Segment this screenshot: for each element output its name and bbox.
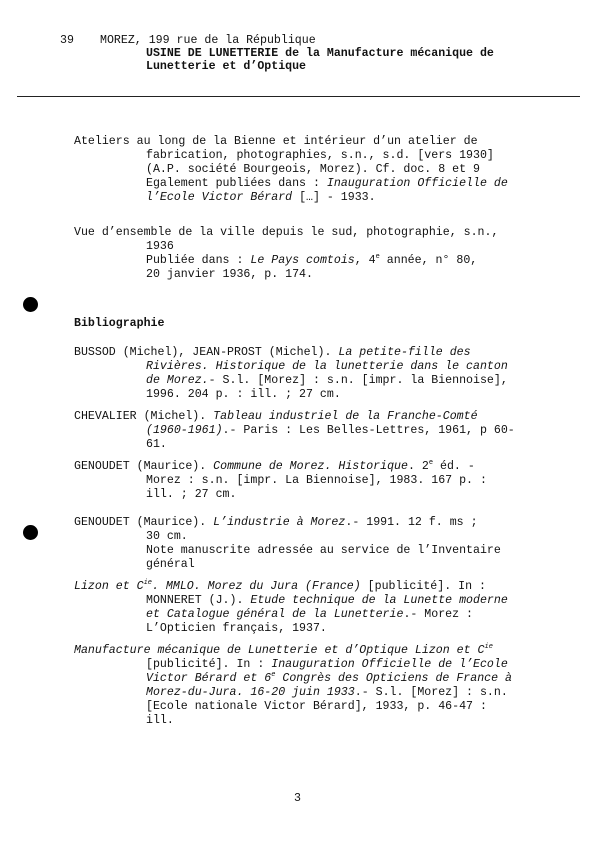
entry-line: 61. (146, 438, 167, 451)
entry-line: 30 cm. (146, 530, 188, 543)
superscript: e (271, 671, 276, 679)
punch-hole (23, 297, 38, 312)
entry-line: fabrication, photographies, s.n., s.d. [vers 1930] (146, 149, 494, 162)
text-run: MONNERET (J.). (146, 594, 251, 607)
record-title-line2: Lunetterie et d’Optique (146, 60, 307, 73)
superscript: ie (143, 579, 152, 587)
entry-line (146, 658, 508, 672)
text-run: .- Paris : Les Belles-Lettres, 1961, p 60- (222, 424, 515, 437)
text-run: . 2 (407, 460, 429, 473)
text-run: GENOUDET (Maurice). (74, 460, 214, 473)
entry-line: L’Opticien français, 1937. (146, 622, 327, 635)
entry-line: (A.P. société Bourgeois, Morez). Cf. doc. 8 et 9 (146, 163, 480, 176)
entry-line (146, 374, 508, 388)
entry-line: 1936 (146, 240, 174, 253)
entry-line: 1996. 204 p. : ill. ; 27 cm. (146, 388, 341, 401)
text-run: Publiée dans : (146, 254, 251, 267)
text-run-italic: La petite-fille des (338, 346, 471, 359)
text-run: .- S.l. [Morez] : s.n. (354, 686, 508, 699)
entry-line: 20 janvier 1936, p. 174. (146, 268, 313, 281)
entry-line (74, 346, 471, 360)
superscript: ie (484, 643, 493, 651)
entry-line: ill. ; 27 cm. (146, 488, 237, 501)
text-run-italic: et Catalogue général de la Lunetterie (146, 608, 404, 621)
text-run: .- Morez : (403, 608, 474, 621)
entry-line: Vue d’ensemble de la ville depuis le sud, photographie, s.n., (74, 226, 499, 239)
record-number: 39 (60, 34, 74, 47)
bibliography-heading: Bibliographie (74, 317, 165, 330)
text-run-italic: de Morez. (146, 374, 209, 387)
text-run-italic: l’Ecole Victor Bérard (146, 191, 293, 204)
entry-line: Ateliers au long de la Bienne et intérieur d’un atelier de (74, 135, 478, 148)
punch-hole (23, 525, 38, 540)
text-run: , 4 (354, 254, 376, 267)
entry-line: Morez : s.n. [impr. La Biennoise], 1983. 167 p. : (146, 474, 487, 487)
text-run-italic: Tableau industriel de la Franche-Comté (213, 410, 478, 423)
entry-line: [Ecole nationale Victor Bérard], 1933, p. 46-47 : (146, 700, 487, 713)
text-run: CHEVALIER (Michel). (74, 410, 214, 423)
text-run: .- 1991. 12 f. ms ; (345, 516, 478, 529)
entry-line (146, 177, 508, 191)
text-run-italic: . MMLO. Morez du Jura (France) (151, 580, 361, 593)
entry-line: général (146, 558, 195, 571)
text-run-italic: Victor Bérard et 6 (146, 672, 272, 685)
text-run: éd. - (433, 460, 475, 473)
text-run-italic: Le Pays comtois (250, 254, 355, 267)
text-run: Egalement publiées dans : (146, 177, 327, 190)
text-run: BUSSOD (Michel), JEAN-PROST (Michel). (74, 346, 339, 359)
address: MOREZ, 199 rue de la République (100, 34, 316, 47)
text-run: année, n° 80, (379, 254, 478, 267)
record-title-line1: USINE DE LUNETTERIE de la Manufacture mécanique de (146, 47, 494, 60)
text-run-italic: Congrès des Opticiens de France à (275, 672, 512, 685)
entry-line: Rivières. Historique de la lunetterie dans le canton (146, 360, 508, 373)
text-run-italic: Lizon et C (74, 580, 144, 593)
entry-line: Note manuscrite adressée au service de l’Inventaire (146, 544, 501, 557)
entry-line (146, 191, 376, 205)
entry-line (74, 516, 478, 530)
text-run-italic: L’industrie à Morez (213, 516, 346, 529)
entry-line (74, 644, 493, 658)
text-run: GENOUDET (Maurice). (74, 516, 214, 529)
text-run: - S.l. [Morez] : s.n. [impr. la Biennoise], (208, 374, 508, 387)
entry-line (146, 608, 473, 622)
header-divider (17, 96, 580, 97)
text-run-italic: Manufacture mécanique de Lunetterie et d’Optique Lizon et C (74, 644, 485, 657)
entry-line (74, 460, 475, 474)
page-number: 3 (294, 792, 301, 805)
text-run: […] - 1933. (292, 191, 376, 204)
text-run-italic: Etude technique de la Lunette moderne (250, 594, 508, 607)
superscript: e (375, 253, 380, 261)
entry-line (74, 580, 486, 594)
text-run: [publicité]. In : (146, 658, 272, 671)
text-run-italic: Commune de Morez. Historique (213, 460, 408, 473)
entry-line (146, 424, 515, 438)
text-run-italic: Inauguration Officielle de l’Ecole (271, 658, 508, 671)
entry-line (146, 672, 512, 686)
entry-line (74, 410, 478, 424)
entry-line (146, 686, 508, 700)
text-run-italic: Morez-du-Jura. 16-20 juin 1933 (146, 686, 355, 699)
superscript: e (428, 459, 434, 467)
entry-line (146, 594, 508, 608)
text-run: [publicité]. In : (360, 580, 486, 593)
entry-line (146, 254, 477, 268)
entry-line: ill. (146, 714, 174, 727)
text-run-italic: (1960-1961) (146, 424, 223, 437)
text-run-italic: Inauguration Officielle de (326, 177, 508, 190)
